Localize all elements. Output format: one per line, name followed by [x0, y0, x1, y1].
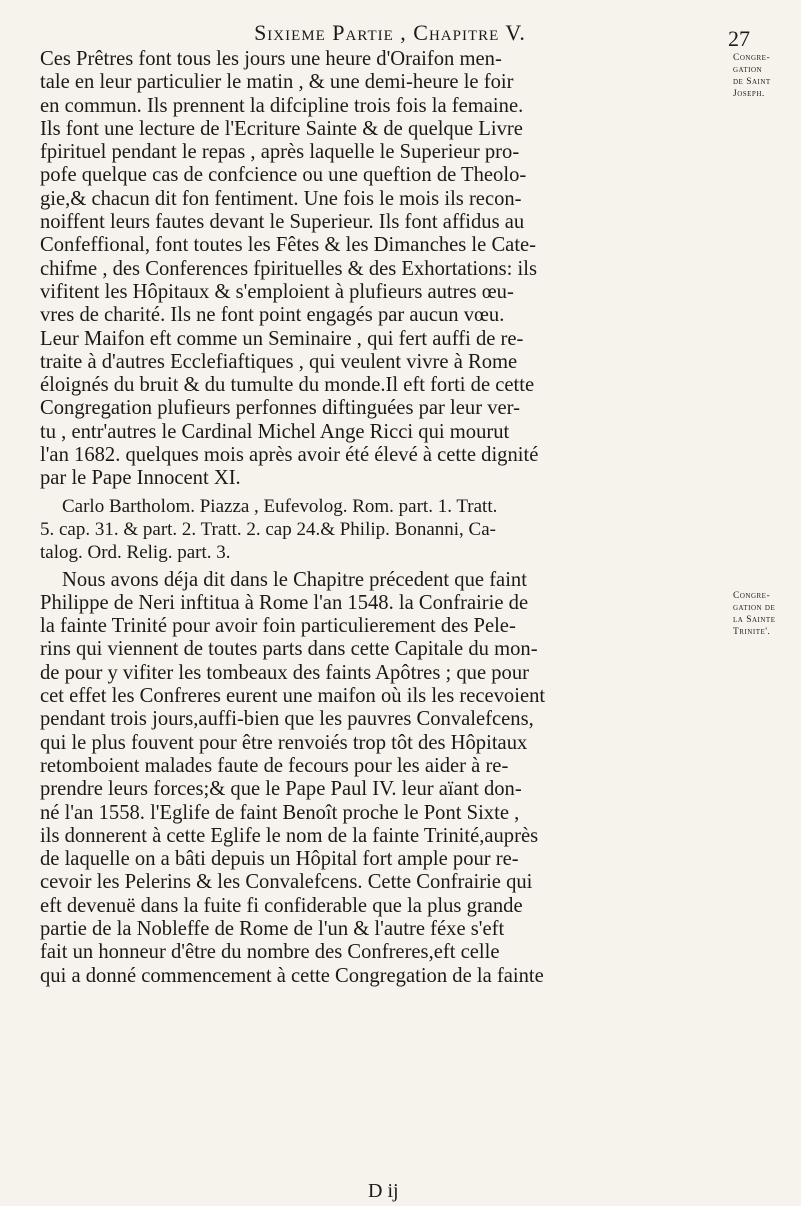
text-line: Confeffional, font toutes les Fêtes & les Dimanches le Cate- — [40, 234, 537, 257]
paragraph-1 — [40, 48, 725, 491]
text-line: fpirituel pendant le repas , après laquelle le Superieur pro- — [40, 141, 520, 164]
citation-line: talog. Ord. Relig. part. 3. — [40, 542, 231, 564]
text-line: partie de la Nobleffe de Rome de l'un & l'autre féxe s'eft — [40, 917, 505, 940]
text-line: ils donnerent à cette Eglife le nom de la fainte Trinité,auprès — [40, 824, 539, 847]
margin-note-line: de Saint — [733, 77, 771, 87]
text-line: pofe quelque cas de confcience ou une queftion de Theolo- — [40, 164, 527, 187]
text-line: cevoir les Pelerins & les Convalefcens. Cette Confrairie qui — [40, 871, 533, 894]
text-line: qui le plus fouvent pour être renvoiés trop tôt des Hôpitaux — [40, 731, 528, 754]
margin-note-line: Trinite'. — [733, 627, 771, 637]
text-line: Ces Prêtres font tous les jours une heure d'Oraifon men- — [40, 48, 502, 70]
text-line: noiffent leurs fautes devant le Superieur. Ils font affidus au — [40, 211, 525, 234]
citation-line: 5. cap. 31. & part. 2. Tratt. 2. cap 24.& Philip. Bonanni, Ca- — [40, 518, 496, 540]
citation — [40, 495, 725, 565]
text-line: éloignés du bruit & du tumulte du monde.Il eft forti de cette — [40, 374, 535, 397]
body-text — [40, 48, 725, 988]
text-line: Congregation plufieurs perfonnes diftinguées par leur ver- — [40, 397, 520, 420]
page-number: 27 — [728, 26, 750, 51]
text-line: fait un honneur d'être du nombre des Confreres,eft celle — [40, 941, 500, 964]
text-line: vifitent les Hôpitaux & s'emploient à plufieurs autres œu- — [40, 280, 514, 303]
paragraph-2 — [40, 569, 725, 988]
text-line: Leur Maifon eft comme un Seminaire , qui fert auffi de re- — [40, 327, 524, 350]
text-line: cet effet les Confreres eurent une maifon où ils les recevoient — [40, 685, 546, 708]
text-line: Nous avons déja dit dans le Chapitre précedent que faint — [62, 568, 527, 591]
text-line: traite à d'autres Ecclefiaftiques , qui veulent vivre à Rome — [40, 350, 518, 373]
text-line: rins qui viennent de toutes parts dans cette Capitale du mon- — [40, 638, 538, 661]
text-line: pendant trois jours,auffi-bien que les pauvres Convalefcens, — [40, 708, 534, 731]
margin-note-line: gation — [733, 65, 763, 75]
citation-line: Carlo Bartholom. Piazza , Eufevolog. Rom. part. 1. Tratt. — [62, 495, 498, 517]
text-line: de laquelle on a bâti depuis un Hôpital fort ample pour re- — [40, 848, 519, 871]
margin-note-line: Joseph. — [733, 89, 765, 99]
text-line: de pour y vifiter les tombeaux des faints Apôtres ; que pour — [40, 661, 529, 684]
margin-note-line: la Sainte — [733, 615, 776, 625]
text-line: par le Pape Innocent XI. — [40, 467, 241, 490]
text-line: tu , entr'autres le Cardinal Michel Ange Ricci qui mourut — [40, 420, 510, 443]
margin-note-congregation-sainte-trinite — [733, 590, 797, 638]
text-line: né l'an 1558. l'Eglife de faint Benoît proche le Pont Sixte , — [40, 801, 520, 824]
margin-note-line: Congre- — [733, 591, 771, 601]
text-line: l'an 1682. quelques mois après avoir été élevé à cette dignité — [40, 444, 539, 467]
text-line: eft devenuë dans la fuite fi confiderable que la plus grande — [40, 894, 523, 917]
signature-mark: D ij — [368, 1180, 399, 1202]
margin-note-line: gation de — [733, 603, 776, 613]
text-line: Philippe de Neri inftitua à Rome l'an 1548. la Confrairie de — [40, 591, 529, 614]
text-line: retomboient malades faute de fecours pour les aider à re- — [40, 754, 509, 777]
text-line: en commun. Ils prennent la difcipline trois fois la femaine. — [40, 94, 524, 117]
text-line: gie,& chacun dit fon fentiment. Une fois le mois ils recon- — [40, 187, 522, 210]
text-line: vres de charité. Ils ne font point engagés par aucun vœu. — [40, 304, 505, 327]
running-head: Sixieme Partie , Chapitre V. — [254, 20, 526, 45]
margin-note-congregation-saint-joseph — [733, 52, 797, 100]
margin-note-line: Congre- — [733, 53, 771, 63]
text-line: Ils font une lecture de l'Ecriture Sainte & de quelque Livre — [40, 117, 523, 140]
text-line: prendre leurs forces;& que le Pape Paul IV. leur aïant don- — [40, 778, 522, 801]
text-line: chifme , des Conferences fpirituelles & des Exhortations: ils — [40, 257, 537, 280]
text-line: la fainte Trinité pour avoir foin particulierement des Pele- — [40, 615, 516, 638]
text-line: tale en leur particulier le matin , & une demi-heure le foir — [40, 71, 514, 94]
text-line: qui a donné commencement à cette Congregation de la fainte — [40, 964, 544, 987]
